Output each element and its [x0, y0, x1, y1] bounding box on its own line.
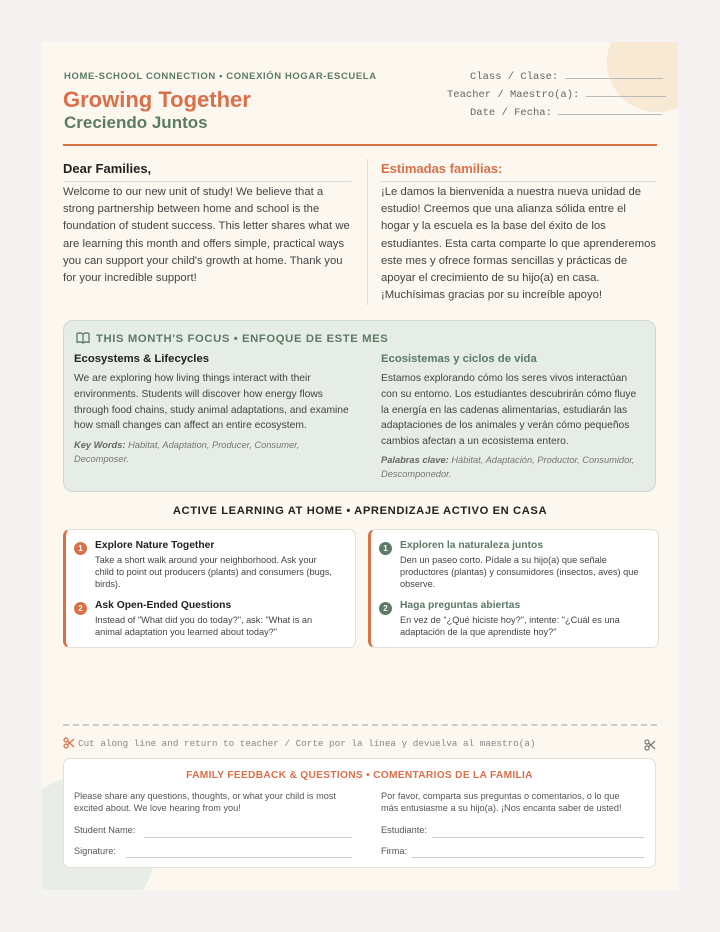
feedback-prompt-en — [74, 790, 336, 814]
teacher-line[interactable] — [586, 86, 666, 97]
key-words-list: Descomponedor. — [381, 469, 452, 479]
page-title: Growing Together — [63, 87, 251, 112]
focus-body-es — [381, 371, 636, 450]
activity-title: Ask Open-Ended Questions — [95, 600, 232, 611]
letter-line: ¡Muchísimas gracias por su increíble apoyo! — [381, 289, 603, 302]
greeting-en: Dear Families, — [63, 161, 351, 182]
activity-line: child to point out producers (plants) and consumers (bugs, — [95, 567, 332, 577]
book-open-icon — [76, 332, 90, 347]
student-name-label-es: Estudiante: — [381, 825, 427, 835]
key-words-list: Habitat, Adaptation, Producer, Consumer, — [128, 440, 300, 450]
step-number: 2 — [379, 602, 392, 615]
letter-body-en — [63, 184, 350, 287]
signature-label-es: Firma: — [381, 846, 408, 856]
key-words-list: Hábitat, Adaptación, Productor, Consumidor, — [451, 455, 635, 465]
feedback-prompt-es — [381, 790, 622, 814]
activities-card-en — [63, 529, 356, 648]
cut-instructions: Cut along line and return to teacher / Corte por la línea y devuelva al maestro(a) — [78, 738, 536, 749]
letter-line: Welcome to our new unit of study! We believe that a — [63, 186, 324, 198]
page-subtitle: Creciendo Juntos — [64, 113, 208, 132]
eyebrow: HOME-SCHOOL CONNECTION • CONEXIÓN HOGAR-ESCUELA — [64, 71, 377, 82]
activity-desc — [95, 554, 332, 590]
activity-title: Explore Nature Together — [95, 540, 215, 551]
activity-title: Haga preguntas abiertas — [400, 600, 521, 611]
activity-line: adaptación de la que aprendiste hoy?" — [400, 627, 557, 637]
focus-heading — [76, 332, 388, 347]
activity-desc — [95, 614, 312, 638]
student-name-field[interactable] — [144, 837, 352, 838]
activity-desc — [400, 554, 638, 590]
focus-body-en — [74, 371, 349, 434]
letter-line: apoyar el crecimiento de su hijo(a) en casa. — [381, 272, 600, 285]
activity-desc — [400, 614, 620, 638]
letter-line: estudio! Creemos que una alianza sólida entre el — [381, 203, 626, 216]
activity-title: Exploren la naturaleza juntos — [400, 540, 544, 551]
student-name-field-es[interactable] — [432, 837, 644, 838]
date-label: Date / Fecha: — [470, 107, 552, 119]
prompt-line: más entusiasme a su hijo(a). ¡Nos encanta saber de usted! — [381, 803, 622, 813]
letter-line: for your incredible support! — [63, 272, 197, 285]
focus-line: environments. Students will discover how energy flows — [74, 388, 323, 400]
prompt-line: Please share any questions, thoughts, or what your child is most — [74, 791, 336, 801]
teacher-field — [447, 86, 666, 101]
class-line[interactable] — [565, 68, 663, 79]
focus-line: Estamos explorando cómo los seres vivos interactúan — [381, 373, 628, 384]
feedback-heading: FAMILY FEEDBACK & QUESTIONS • COMENTARIOS DE LA FAMILIA — [186, 770, 533, 781]
letter-line: you can support your child's growth at home. Thank you — [63, 254, 343, 267]
key-words-label: Key Words: — [74, 440, 126, 450]
activities-card-es — [368, 529, 659, 648]
focus-line: con su entorno. Los estudiantes descubrirán cómo fluye — [381, 388, 637, 400]
scissors-icon — [63, 736, 75, 754]
focus-heading-text: THIS MONTH'S FOCUS • ENFOQUE DE ESTE MES — [96, 333, 389, 345]
activity-line: En vez de "¿Qué hiciste hoy?", intente: "¿Cuál es una — [400, 615, 620, 625]
signature-field[interactable] — [126, 857, 352, 858]
letter-line: strong partnership between home and school is the — [63, 203, 320, 216]
class-field — [470, 68, 663, 83]
signature-label: Signature: — [74, 846, 116, 856]
class-label: Class / Clase: — [470, 71, 559, 83]
focus-box — [63, 320, 656, 492]
activity-line: Take a short walk around your neighborhood. Ask your — [95, 555, 317, 565]
date-field — [470, 104, 662, 119]
letter-line: este mes y ofrece formas sencillas y prácticas de — [381, 254, 628, 267]
letter-line: estudiantes. Esta carta comparte lo que aprenderemos — [381, 237, 657, 250]
key-words-es — [381, 453, 634, 481]
step-number: 2 — [74, 602, 87, 615]
activity-line: Den un paseo corto. Pídale a su hijo(a) que señale — [400, 555, 607, 565]
prompt-line: Por favor, comparta sus preguntas o comentarios, o lo que — [381, 791, 620, 801]
activity-line: animal adaptation you learned about today?" — [95, 627, 278, 637]
activity-line: Instead of "What did you do today?", ask: "What is an — [95, 615, 313, 625]
focus-line: We are exploring how living things interact with their — [74, 373, 311, 384]
newsletter-page — [42, 42, 678, 890]
key-words-list: Decomposer. — [74, 454, 129, 464]
cut-line — [63, 724, 657, 726]
focus-line: through food chains, study animal adaptations, and examine — [74, 404, 349, 416]
header-rule — [63, 144, 657, 146]
activity-line: observe. — [400, 579, 436, 589]
focus-title-es: Ecosistemas y ciclos de vida — [381, 353, 537, 365]
letter-line: are learning this month and offers simple, practical ways — [63, 237, 345, 250]
step-number: 1 — [74, 542, 87, 555]
focus-line: how small changes can affect an entire ecosystem. — [74, 420, 307, 432]
key-words-label: Palabras clave: — [381, 455, 449, 465]
focus-line: cambios afectan a un ecosistema entero. — [381, 436, 569, 448]
greeting-es: Estimadas familias: — [381, 161, 656, 182]
column-divider — [367, 159, 368, 305]
activity-line: birds). — [95, 579, 121, 589]
feedback-form — [63, 758, 656, 868]
letter-body-es — [381, 184, 656, 304]
prompt-line: excited about. We love hearing from you! — [74, 803, 241, 813]
student-name-label: Student Name: — [74, 825, 136, 835]
key-words-en — [74, 438, 299, 466]
teacher-label: Teacher / Maestro(a): — [447, 89, 580, 101]
letter-line: ¡Le damos la bienvenida a nuestra nueva unidad de — [381, 186, 642, 198]
activity-line: productores (plantas) y consumidores (insectos, aves) que — [400, 567, 639, 577]
activities-heading: ACTIVE LEARNING AT HOME • APRENDIZAJE ACTIVO EN CASA — [172, 505, 548, 517]
scissors-icon — [644, 738, 656, 756]
focus-line: adaptaciones de los animales y verán cómo pequeños — [381, 420, 630, 432]
signature-field-es[interactable] — [412, 857, 644, 858]
letter-line: foundation of student success. This letter shares what we — [63, 220, 350, 233]
focus-line: la energía en las cadenas alimentarias, estudiarán las — [381, 404, 628, 416]
date-line[interactable] — [558, 104, 662, 115]
step-number: 1 — [379, 542, 392, 555]
letter-line: hogar y la escuela es la base del éxito de los — [381, 220, 606, 233]
focus-title-en: Ecosystems & Lifecycles — [74, 353, 210, 365]
